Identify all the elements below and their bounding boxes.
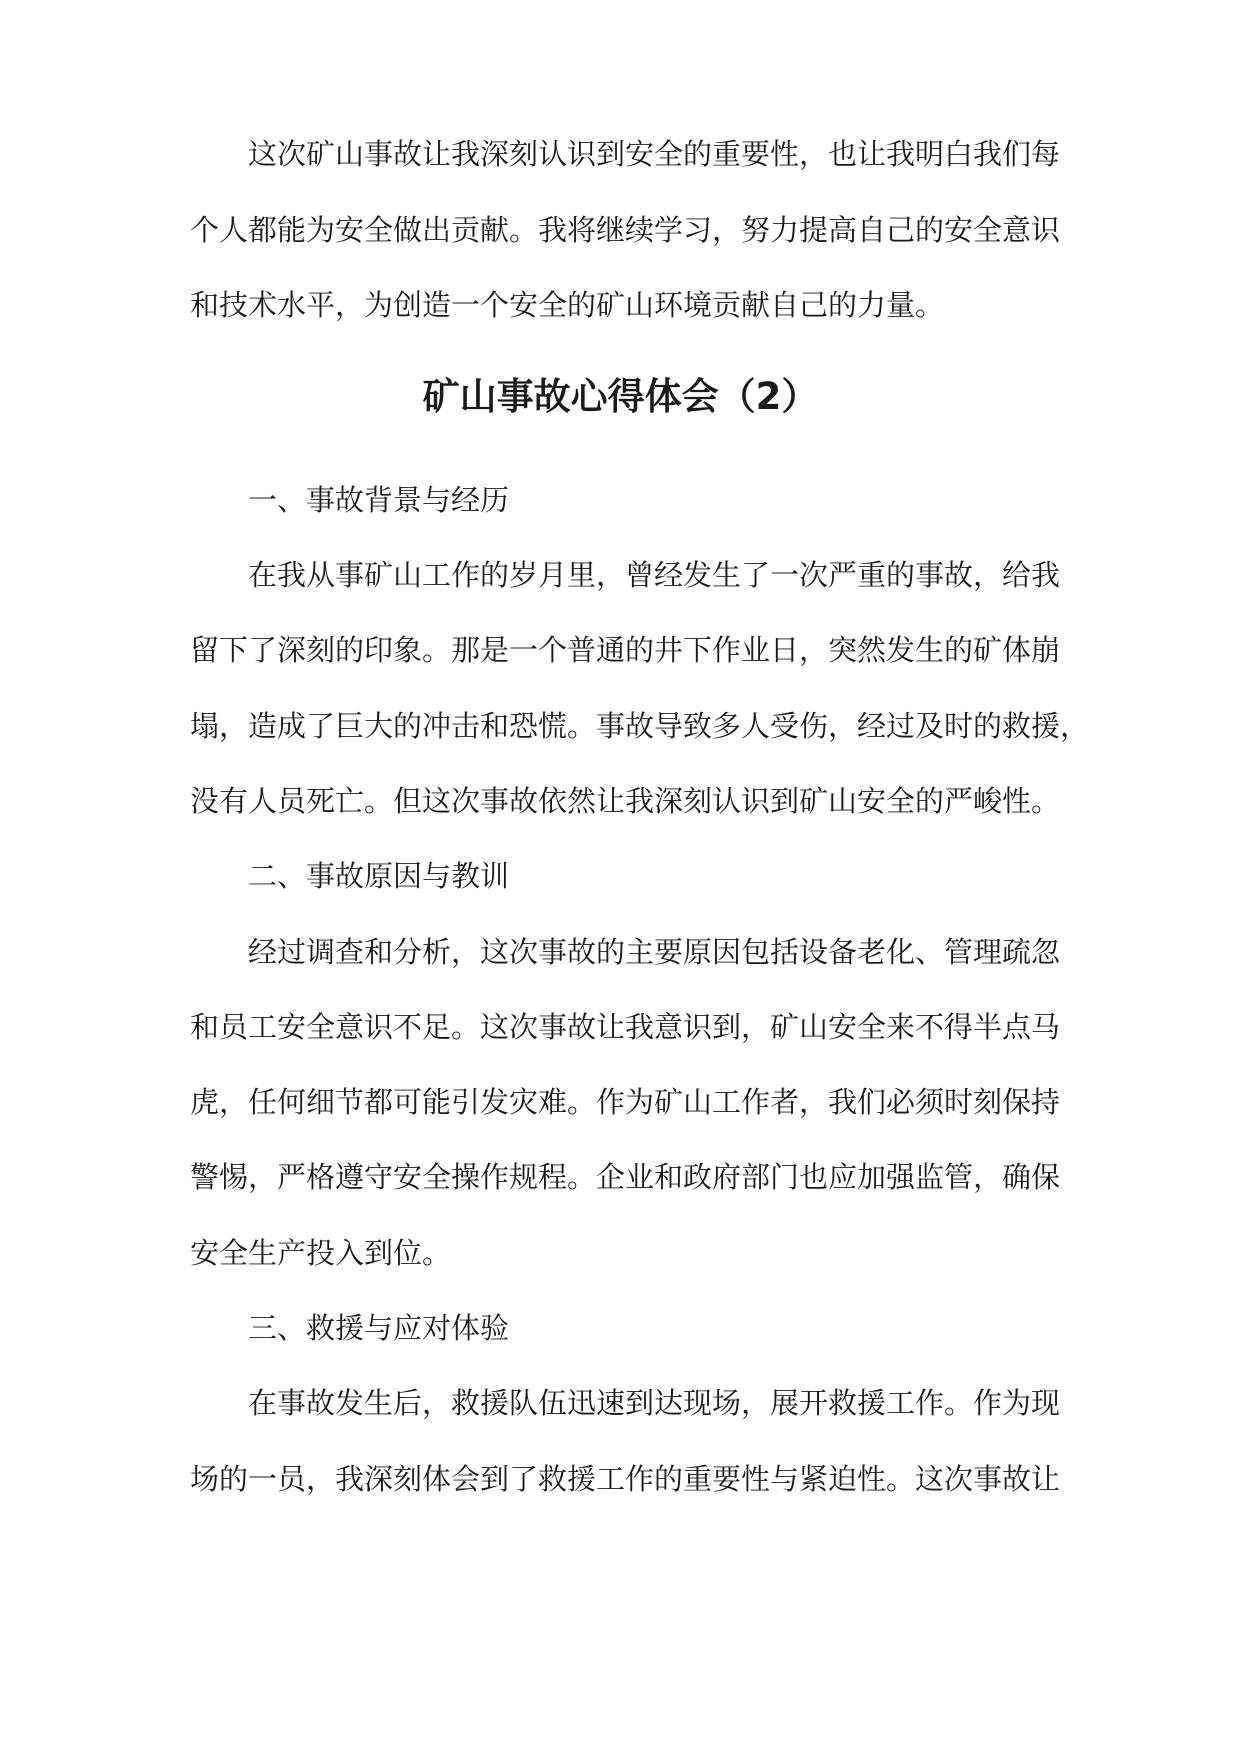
- paragraph-line: 和员工安全意识不足。这次事故让我意识到，矿山安全来不得半点马: [190, 1010, 1061, 1044]
- paragraph-line: 警惕，严格遵守安全操作规程。企业和政府部门也应加强监管，确保: [190, 1160, 1061, 1194]
- section-heading: 二、事故原因与教训: [248, 859, 510, 893]
- intro-paragraph-line: 和技术水平，为创造一个安全的矿山环境贡献自己的力量。: [190, 288, 945, 322]
- paragraph-line: 塌，造成了巨大的冲击和恐慌。事故导致多人受伤，经过及时的救援，: [190, 709, 1090, 743]
- intro-paragraph-line: 这次矿山事故让我深刻认识到安全的重要性，也让我明白我们每: [248, 137, 1061, 171]
- paragraph-line: 虎，任何细节都可能引发灾难。作为矿山工作者，我们必须时刻保持: [190, 1085, 1061, 1119]
- document-title: 矿山事故心得体会（2）: [422, 375, 819, 418]
- intro-paragraph-line: 个人都能为安全做出贡献。我将继续学习，努力提高自己的安全意识: [190, 213, 1061, 247]
- paragraph-line: 在事故发生后，救援队伍迅速到达现场，展开救援工作。作为现: [248, 1386, 1061, 1420]
- paragraph-line: 场的一员，我深刻体会到了救援工作的重要性与紧迫性。这次事故让: [190, 1462, 1061, 1496]
- paragraph-line: 留下了深刻的印象。那是一个普通的井下作业日，突然发生的矿体崩: [190, 633, 1061, 667]
- paragraph-line: 经过调查和分析，这次事故的主要原因包括设备老化、管理疏忽: [248, 935, 1061, 969]
- paragraph-line: 在我从事矿山工作的岁月里，曾经发生了一次严重的事故，给我: [248, 558, 1061, 592]
- section-heading: 三、救援与应对体验: [248, 1311, 510, 1345]
- paragraph-line: 没有人员死亡。但这次事故依然让我深刻认识到矿山安全的严峻性。: [190, 784, 1061, 818]
- paragraph-line: 安全生产投入到位。: [190, 1236, 452, 1270]
- section-heading: 一、事故背景与经历: [248, 483, 510, 517]
